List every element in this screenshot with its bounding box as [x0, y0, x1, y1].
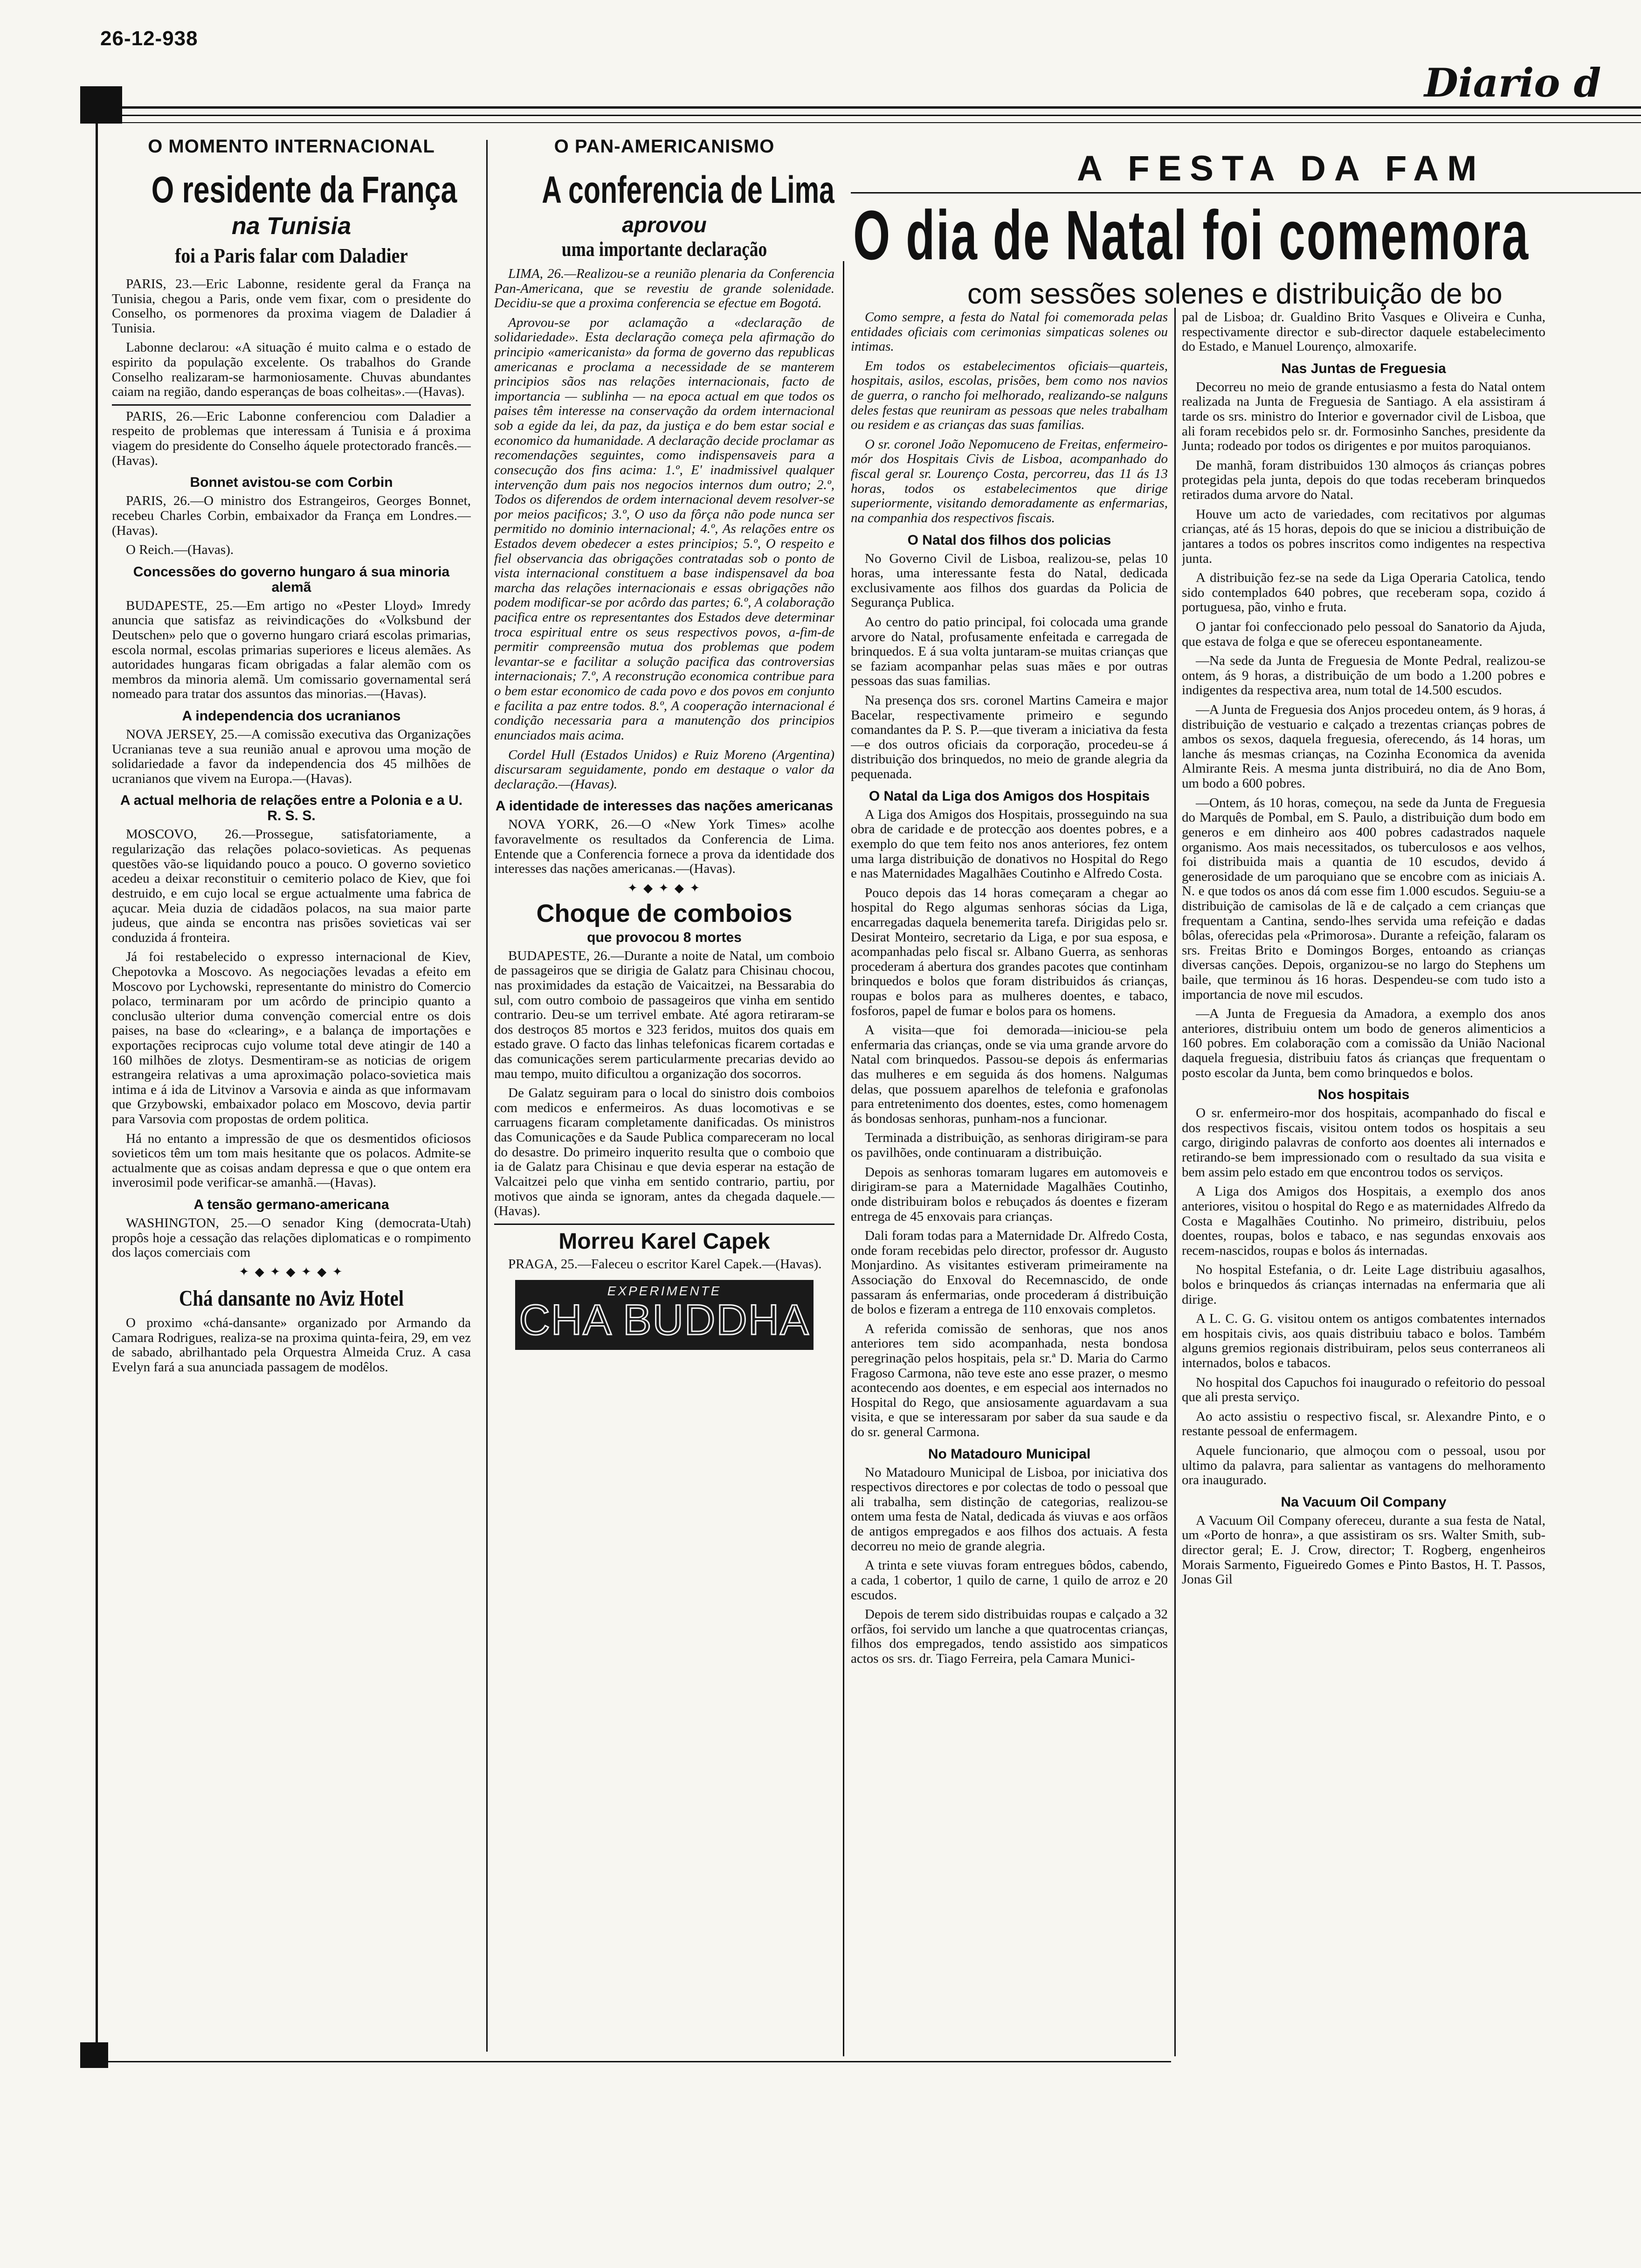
headline-continuation: na Tunisia: [231, 213, 352, 240]
section-kicker: O MOMENTO INTERNACIONAL: [148, 136, 435, 157]
paragraph: —Na sede da Junta de Freguesia de Monte Pedral, realizou-se ontem, ás 9 horas, a distribuição de um bodo a 1.200 pobres e indigentes da respectiva area, num total de 14.500 escudos.: [1182, 653, 1545, 698]
paragraph: —A Junta de Freguesia dos Anjos procedeu ontem, ás 9 horas, á distribuição de vestuario e calçado a trezentas crianças pobres de ambos os sexos, daquela freguesia, oferecendo, ás 14 horas, um lanche ás mesmas crianças, na Cozinha Economica da avenida Almirante Reis. A mesma junta distribuirá, no dia de Ano Bom, um bodo a 600 pobres.: [1182, 702, 1545, 791]
feature-kicker: A FESTA DA FAM: [1077, 149, 1485, 188]
paragraph: Decorreu no meio de grande entusiasmo a festa do Natal ontem realizada na Junta de Freguesia de Santiago. A ela assistiram á tarde os srs. ministro do Interior e governador civil de Lisboa, que ali foram recebidos pelo sr. dr. Formosinho Sanches, presidente da Junta; rodeado por todos os dirigentes e por muitos paroquianos.: [1182, 379, 1545, 454]
paragraph: Depois as senhoras tomaram lugares em automoveis e dirigiram-se para a Maternidade Magalhães Coutinho, onde distribuiram bolos e rebuçados ás doentes e fizeram entrega de 45 enxovais para crianças.: [851, 1164, 1168, 1224]
capek-headline: Morreu Karel Capek: [558, 1229, 770, 1254]
article-body: [1182, 380, 1545, 1080]
paragraph: Labonne declarou: «A situação é muito calma e o estado de espirito da população excelente. Os trabalhos do Grande Conselho realizaram-se harmoniosamente. Chuvas abundantes caiam na região, dando esperanças de boas colheitas».—(Havas).: [112, 340, 471, 400]
feature-headline: O dia de Natal foi comemora: [853, 196, 1530, 274]
subheadline-1: aprovou: [622, 213, 707, 237]
paragraph: A trinta e sete viuvas foram entregues bôdos, cabendo, a cada, 1 cobertor, 1 quilo de carne, 1 quilo de arroz e 20 escudos.: [851, 1558, 1168, 1603]
paragraph: PARIS, 23.—Eric Labonne, residente geral da França na Tunisia, chegou a Paris, onde vem fixar, com o presidente do Conselho, os pormenores da proxima viagem de Daladier á Tunisia.: [112, 277, 471, 336]
paragraph: No Governo Civil de Lisboa, realizou-se, pelas 10 horas, uma interessante festa do Natal, dedicada exclusivamente aos filhos dos guardas da Policia de Segurança Publica.: [851, 551, 1168, 610]
paragraph: NOVA JERSEY, 25.—A comissão executiva das Organizações Ucranianas teve a sua reunião anual e aprovou uma moção de solidariedade a favor da independencia dos 45 milhões de ucranianos que vivem na Europa.—(Havas).: [112, 727, 471, 786]
paragraph: WASHINGTON, 25.—O senador King (democrata-Utah) propôs hoje a cessação das relações diplomaticas e o rompimento dos laços comerciais com: [112, 1216, 471, 1260]
column-3: [851, 310, 1168, 2059]
paragraph: O proximo «chá-dansante» organizado por Armando da Camara Rodrigues, realiza-se na proxima quinta-feira, 29, em vez de sabado, abrilhantado pela Orquestra Almeida Cruz. A casa Evelyn fará a sua anunciada passagem de modêlos.: [112, 1315, 471, 1375]
paragraph: NOVA YORK, 26.—O «New York Times» acolhe favoravelmente os resultados da Conferencia de Lima. Entende que a Conferencia fornece a prova da identidade dos interesses das nações americanas.—(Havas).: [494, 817, 834, 877]
paragraph: BUDAPESTE, 25.—Em artigo no «Pester Lloyd» Imredy anuncia que satisfaz as reivindicações do «Volksbund der Deutschen» pelo que o governo hungaro criará escolas primarias, escola normal, escolas primarias superiores e liceus alemães. As autoridades hungaras ficam obrigadas a falar alemão com os membros da minoria alemã. Um comissario governamental será nomeado para tratar dos assuntos das minorias.—(Havas).: [112, 598, 471, 702]
bottom-rule: [108, 2061, 1171, 2062]
page-date: 26-12-938: [100, 27, 198, 50]
section-heading: Concessões do governo hungaro á sua minoria alemã: [133, 564, 450, 595]
paragraph: Houve um acto de variedades, com recitativos por algumas crianças, até ás 15 horas, depois do que se iniciou a distribuição de jantares a todos os pobres inscritos como indigentes na respectiva junta.: [1182, 506, 1545, 566]
corner-block: [80, 86, 122, 124]
article-body: [1182, 1514, 1545, 1587]
bottom-corner-block: [80, 2042, 108, 2068]
article-body: [1182, 310, 1545, 354]
paragraph: Depois de terem sido distribuidas roupas e calçado a 32 orfãos, foi servido um lanche a que quatrocentas crianças, filhos dos empregados, tendo assistido aos simpaticos actos os srs. dr. Tiago Ferreira, pela Camara Munici-: [851, 1607, 1168, 1666]
paragraph: No hospital Estefania, o dr. Leite Lage distribuiu agasalhos, bolos e brinquedos ás crianças internadas na enfermaria que ali dirige.: [1182, 1262, 1545, 1307]
paragraph: Aprovou-se por aclamação a «declaração de solidariedade». Esta declaração começa pela afirmação do principio «americanista» da forma de governo das republicas americanas e proclama a necessidade de se manterem principios sãos nas relações internacionais, facto de importancia — sublinha — na epoca actual em que todos os paises têm interesse na conservação da ordem internacional sob a egide da lei, da paz, da justiça e do bem estar social e economico da humanidade. A declaração decide proclamar as recomendações seguintes, como indispensaveis para a consecução dos fins acima: 1.º, E' inadmissivel qualquer intervenção dum pais nos negocios internos dum outro; 2.º, Todos os diferendos de ordem internacional devem resolver-se por meios pacificos; 3.º, O uso da fôrça não pode nunca ser permitido no dominio internacional; 4.º, As relações entre os Estados devem obedecer a estes principios; 5.º, O respeito e fiel observancia das obrigações contratadas sob o ponto de vista internacional constituem a base indispensavel da boa marcha das relações internacionais e essas obrigações não podem modificar-se por acôrdo das partes; 6.º, A colaboração pacifica entre os representantes dos Estados deve determinar troca espiritual entre os seus respectivos povos, a-fim-de permitir compreensão mutua dos problemas que podem levantar-se e facilitar a solução pacifica das controversias internacionais; 7.º, A reconstrução economica contribue para o bem estar economico de cada povo e dos povos em conjunto e facilita a paz entre todos. 8.º, A cooperação internacional é condição necessaria para a manutenção dos principios enunciados mais acima.: [494, 315, 834, 743]
ornament-divider: ✦ ◆ ✦ ◆ ✦ ◆ ✦: [239, 1265, 344, 1279]
paragraph: A distribuição fez-se na sede da Liga Operaria Catolica, tendo sido contemplados 640 pobres, que receberam sopa, cozido á portuguesa, pão, vinho e fruta.: [1182, 570, 1545, 615]
section-heading: Nas Juntas de Freguesia: [1281, 360, 1446, 376]
left-border: [96, 124, 98, 2059]
paragraph: A referida comissão de senhoras, que nos anos anteriores tem sido acompanhada, nesta bondosa peregrinação pelos hospitais, pela sr.ª D. Maria do Carmo Fragoso Carmona, não teve este ano esse prazer, o mesmo acontecendo aos doentes, e em especial aos internados no Hospital do Rego, que ansiosamente aguardavam a sua visita, e que se interessaram por saber da sua saude e da do sr. general Carmona.: [851, 1321, 1168, 1440]
masthead: Diario d: [1424, 60, 1601, 106]
section-heading: A actual melhoria de relações entre a Polonia e a U. R. S. S.: [120, 793, 463, 824]
paragraph: Pouco depois das 14 horas começaram a chegar ao hospital do Rego algumas senhoras sócias da Liga, encarregadas daquela benemerita tarefa. Dirigidas pelo sr. Desirat Monteiro, secretario da Liga, e por sua esposa, e acompanhadas pelo fiscal sr. Albano Guerra, as senhoras procederam á abertura dos grandes pacotes que continham brinquedos e bolos que foram distribuidos ás crianças, roupas e bolos para as mulheres doentes, e tabaco, fosforos, papel de fumar e bolos para os homens.: [851, 885, 1168, 1018]
paragraph: PARIS, 26.—O ministro dos Estrangeiros, Georges Bonnet, recebeu Charles Corbin, embaixador da França em Londres.—(Havas).: [112, 493, 471, 538]
paragraph: A Liga dos Amigos dos Hospitais, prosseguindo na sua obra de caridade e de protecção aos doentes pobres, e a exemplo do que tem feito nos anos anteriores, fez ontem uma larga distribuição de donativos no Hospital do Rego e nas Maternidades Magalhães Coutinho e Alfredo Costa.: [851, 807, 1168, 881]
paragraph: PARIS, 26.—Eric Labonne conferenciou com Daladier a respeito de problemas que interessam á Tunisia e á proxima viagem do presidente do Conselho áquele protectorado francês.—(Havas).: [112, 408, 471, 468]
paragraph: Cordel Hull (Estados Unidos) e Ruiz Moreno (Argentina) discursaram seguidamente, pondo em destaque o valor da declaração.—(Havas).: [494, 747, 834, 792]
paragraph: De Galatz seguiram para o local do sinistro dois comboios com medicos e enfermeiros. As duas locomotivas e se carruagens ficaram completamente danificadas. Os ministros das Comunicações e da Saude Publica compareceram no local do desastre. Do primeiro inquerito resulta que o comboio que ia de Galatz para Chisinau e que devia esperar na estação de Valcaitzei pelo que vinha em sentido contrario, partiu, por motivos que ainda se ignoram, antes da chegada daquele.—(Havas).: [494, 1086, 834, 1219]
section-heading: A tensão germano-americana: [193, 1197, 389, 1213]
cha-dansante-body: [112, 1316, 471, 1375]
paragraph: A Liga dos Amigos dos Hospitais, a exemplo dos anos anteriores, visitou o hospital do Rego e as maternidades Alfredo da Costa e Magalhães Coutinho. No primeiro, distribuiu, pelos doentes, roupas, bolos e tabaco, e nas segundas enxovais aos recem-nascidos, roupas e bolos ás internadas.: [1182, 1184, 1545, 1258]
section-heading: Nos hospitais: [1317, 1087, 1410, 1103]
article-body: [112, 277, 471, 1260]
section-heading: A independencia dos ucranianos: [182, 708, 401, 724]
paragraph: MOSCOVO, 26.—Prossegue, satisfatoriamente, a regularização das relações polaco-sovieticas. As pequenas questões vão-se liquidando pouco a pouco. O governo sovietico acedeu a deixar reconstituir o cemiterio polaco de Kiev, que foi destruido, e em cujo local se ergue actualmente uma fabrica de açucar. Meia duzia de cidadãos polacos, na sua maior parte judeus, que ainda se encontra nas prisões sovieticas vai ser conduzida á fronteira.: [112, 827, 471, 945]
article-body: [494, 949, 834, 1219]
paragraph: LIMA, 26.—Realizou-se a reunião plenaria da Conferencia Pan-Americana, que se revestiu de grande solenidade. Decidiu-se que a proxima conferencia se efectue em Bogotá.: [494, 266, 834, 311]
cha-dansante-headline: Chá dansante no Aviz Hotel: [179, 1286, 404, 1311]
paragraph: —A Junta de Freguesia da Amadora, a exemplo dos anos anteriores, distribuiu ontem um bodo de generos alimenticios a 160 pobres. Em colaboração com a comissão da União Nacional daquela freguesia, distribuiu fatos ás crianças que frequentam o posto escolar da Junta, bem como brinquedos e bolos.: [1182, 1006, 1545, 1080]
paragraph: Terminada a distribuição, as senhoras dirigiram-se para os pavilhões, onde continuaram a distribuição.: [851, 1130, 1168, 1161]
paragraph: A L. C. G. G. visitou ontem os antigos combatentes internados em hospitais civis, aos quais distribuiu tabaco e bolos. Também alguns gremios regionais distribuiram, pelos seus conterraneos ali internados, bolos e tabacos.: [1182, 1311, 1545, 1370]
section-heading: A identidade de interesses das nações americanas: [495, 798, 834, 814]
article-body: [851, 808, 1168, 1440]
paragraph: No Matadouro Municipal de Lisboa, por iniciativa dos respectivos directores e por colectas de todo o pessoal que ali trabalha, sem distinção de categorias, realizou-se ontem uma festa de Natal, dedicada ás viuvas e aos orfãos de antigos empregados e aos filhos dos actuais. A festa decorreu no meio de grande alegria.: [851, 1465, 1168, 1554]
top-rule-thin-2: [122, 122, 1641, 123]
headline: A conferencia de Lima: [542, 169, 834, 211]
choque-subheadline: que provocou 8 mortes: [587, 929, 742, 945]
section-kicker: O PAN-AMERICANISMO: [554, 136, 775, 157]
column-divider-3: [1174, 308, 1176, 2056]
feature-kicker-underline: [851, 192, 1641, 194]
subheadline: foi a Paris falar com Daladier: [175, 244, 408, 267]
paragraph: Em todos os estabelecimentos oficiais—quarteis, hospitais, asilos, escolas, prisões, bem como nos navios de guerra, o rancho foi melhorado, realizando-se nalguns deles festas que reuniram as pessoas que neles trabalham ou residem e as crianças das suas familias.: [851, 358, 1168, 433]
paragraph: O Reich.—(Havas).: [126, 542, 234, 558]
paragraph: PRAGA, 25.—Faleceu o escritor Karel Capek.—(Havas).: [508, 1256, 822, 1272]
paragraph: A Vacuum Oil Company ofereceu, durante a sua festa de Natal, um «Porto de honra», a que assistiram os srs. Walter Smith, sub-director geral; E. J. Crow, director; T. Rogberg, engenheiros Morais Sarmento, Figueiredo Gomes e Pinto Bastos, H. T. Passos, Jonas Gil: [1182, 1513, 1545, 1587]
paragraph: O sr. coronel João Nepomuceno de Freitas, enfermeiro-mór dos Hospitais Civis de Lisboa, acompanhado do fiscal geral sr. Lourenço Costa, percorreu, das 11 ás 13 horas, todos os estabelecimentos que dirige superiormente, visitando demoradamente as enfermarias, na companhia dos respectivos fiscais.: [851, 436, 1168, 526]
section-heading: Na Vacuum Oil Company: [1281, 1494, 1447, 1510]
top-rule: [122, 106, 1641, 109]
section-heading: Bonnet avistou-se com Corbin: [190, 475, 393, 491]
paragraph: O sr. enfermeiro-mor dos hospitais, acompanhado do fiscal e dos respectivos fiscais, visitou ontem todos os hospitais a seu cargo, dirigindo palavras de conforto aos doentes ali internados e retirando-se bem impressionado com o resultado da sua visita e bem assim pelo estado em que encontrou todos os serviços.: [1182, 1106, 1545, 1180]
paragraph: —Ontem, ás 10 horas, começou, na sede da Junta de Freguesia do Marquês de Pombal, em S. Paulo, a distribuição dum bodo em generos e em dinheiro aos 400 pobres cadastrados naquele organismo. Aos mais necessitados, os tuberculosos e aos velhos, foi distribuida mais a quantia de 10 escudos, devido á generosidade de um paroquiano que se encobre com as iniciais A. N. e que todos os anos dá com esse fim 1.000 escudos. Seguiu-se a distribuição de camisolas de lã e de calçado a cem crianças que frequentam a Cantina, sendo-lhes servida uma refeição e dadas bôlas, oferecidas pela «Primorosa». Durante a refeição, falaram os srs. Freitas Brito e Domingos Borges, entoando as crianças diversas canções. Depois, organizou-se no largo do Stephens um baile, que terminou ás 16 horas. Despendeu-se com tudo isto a importancia de nove mil escudos.: [1182, 795, 1545, 1002]
paragraph: Na presença dos srs. coronel Martins Cameira e major Bacelar, respectivamente primeiro e segundo comandantes da P. S. P.—que tiveram a iniciativa da festa—e dos outros oficiais da corporação, procedeu-se á distribuição dos brinquedos, no meio de grande alegria da pequenada.: [851, 693, 1168, 782]
paragraph: Ao acto assistiu o respectivo fiscal, sr. Alexandre Pinto, e o restante pessoal de enfermagem.: [1182, 1409, 1545, 1439]
paragraph: A visita—que foi demorada—iniciou-se pela enfermaria das crianças, onde se via uma grande arvore do Natal com brinquedos. Passou-se depois ás enfermarias das mulheres e em seguida ás dos homens. Nalgumas delas, que possuem aparelhos de telefonia e grafonolas para entretenimento dos doentes, estes, como homenagem ás bondosas senhoras, punham-nos a funcionar.: [851, 1023, 1168, 1126]
section-heading: No Matadouro Municipal: [928, 1446, 1091, 1462]
paragraph: Já foi restabelecido o expresso internacional de Kiev, Chepotovka a Moscovo. As negociações levadas a efeito em Moscovo por Lychowski, representante do ministro do Comercio polaco, terminaram por um acôrdo de principio quanto a conclusão ulterior duma convenção comercial entre os dois paises, na base do «clearing», e a balança de importações e exportações reciprocas cujo volume total deve atingir de 140 a 160 milhões de zlotys. Desmentiram-se as noticias de origem estrangeira relativas a uma aproximação polaco-sovietica mais intima e á ida de Litvinov a Varsovia e ainda as que informavam que Grzybowski, embaixador polaco em Moscovo, devia partir para Varsovia com propostas de ordem politica.: [112, 949, 471, 1127]
ornament-divider: ✦ ◆ ✦ ◆ ✦: [627, 881, 702, 895]
choque-headline: Choque de comboios: [536, 899, 793, 927]
paragraph: pal de Lisboa; dr. Gualdino Brito Vasques e Oliveira e Cunha, respectivamente director e sub-director daquele estabelecimento do Estado, e Manuel Lourenço, almoxarife.: [1182, 310, 1545, 354]
divider: [494, 1224, 834, 1225]
article-body: [1182, 1106, 1545, 1488]
tea-advertisement: [515, 1280, 814, 1350]
paragraph: Dali foram todas para a Maternidade Dr. Alfredo Costa, onde foram recebidas pelo director, professor dr. Augusto Monjardino. As visitantes estiveram primeiramente na Associação do Enxoval do Recemnascido, de onde passaram ás enfermarias, onde procederam á distribuição de bolos e fizeram a entrega de 110 enxovais completos.: [851, 1228, 1168, 1317]
feature-lede: [851, 310, 1168, 526]
feature-subheadline: com sessões solenes e distribuição de bo: [967, 278, 1503, 310]
ad-brand: CHA BUDDHA: [519, 1296, 810, 1344]
headline: O residente da França: [151, 169, 457, 210]
subheadline-2: uma importante declaração: [561, 238, 767, 261]
column-divider-1: [486, 140, 488, 2052]
paragraph: Aquele funcionario, que almoçou com o pessoal, usou por ultimo da palavra, para salientar as vantagens do melhoramento ora inaugurado.: [1182, 1443, 1545, 1488]
article-body: [851, 1466, 1168, 1666]
column-4: [1182, 310, 1545, 2059]
divider: [112, 404, 471, 406]
section-heading: O Natal da Liga dos Amigos dos Hospitais: [869, 788, 1150, 804]
paragraph: BUDAPESTE, 26.—Durante a noite de Natal, um comboio de passageiros que se dirigia de Galatz para Chisinau chocou, nas proximidades da estação de Vaicaitzei, na Bessarabia do sul, com outro comboio de passageiros que vinha em sentido contrario. Deu-se um terrivel embate. Até agora retiraram-se dos destroços 85 mortos e 323 feridos, muitos dos quais em estado grave. O facto das linhas telefonicas ficarem cortadas e das comunicações serem particularmente precarias devido ao mau tempo, muito dificultou a organização dos socorros.: [494, 948, 834, 1081]
paragraph: De manhã, foram distribuidos 130 almoços ás crianças pobres protegidas pela junta, depois do que todas receberam brinquedos retirados duma arvore do Natal.: [1182, 457, 1545, 503]
ad-tagline: EXPERIMENTE: [607, 1284, 722, 1299]
column-1: [112, 136, 471, 2057]
paragraph: Há no entanto a impressão de que os desmentidos oficiosos sovieticos têm um tom mais hesitante que os polacos. Admite-se actualmente que as coisas andam depressa e que o que ontem era inverosimil pode verificar-se amanhã.—(Havas).: [112, 1131, 471, 1190]
column-divider-2: [843, 261, 844, 2056]
section-heading: O Natal dos filhos dos policias: [907, 532, 1111, 548]
paragraph: Ao centro do patio principal, foi colocada uma grande arvore do Natal, profusamente enfeitada e carregada de brinquedos. E á sua volta juntaram-se muitas crianças que se faziam acompanhar pelas suas mães e por outras pessoas das suas familias.: [851, 614, 1168, 689]
article-body: [494, 817, 834, 876]
column-2: [494, 136, 834, 2057]
article-body: [494, 1257, 834, 1272]
paragraph: No hospital dos Capuchos foi inaugurado o refeitorio do pessoal que ali presta serviço.: [1182, 1375, 1545, 1405]
article-body: [851, 552, 1168, 782]
article-body: [494, 267, 834, 792]
paragraph: O jantar foi confeccionado pelo pessoal do Sanatorio da Ajuda, que estava de folga e que se ofereceu espontaneamente.: [1182, 619, 1545, 649]
top-rule-thin: [122, 115, 1641, 116]
paragraph: Como sempre, a festa do Natal foi comemorada pelas entidades oficiais com cerimonias simpaticas solenes ou intimas.: [851, 310, 1168, 354]
